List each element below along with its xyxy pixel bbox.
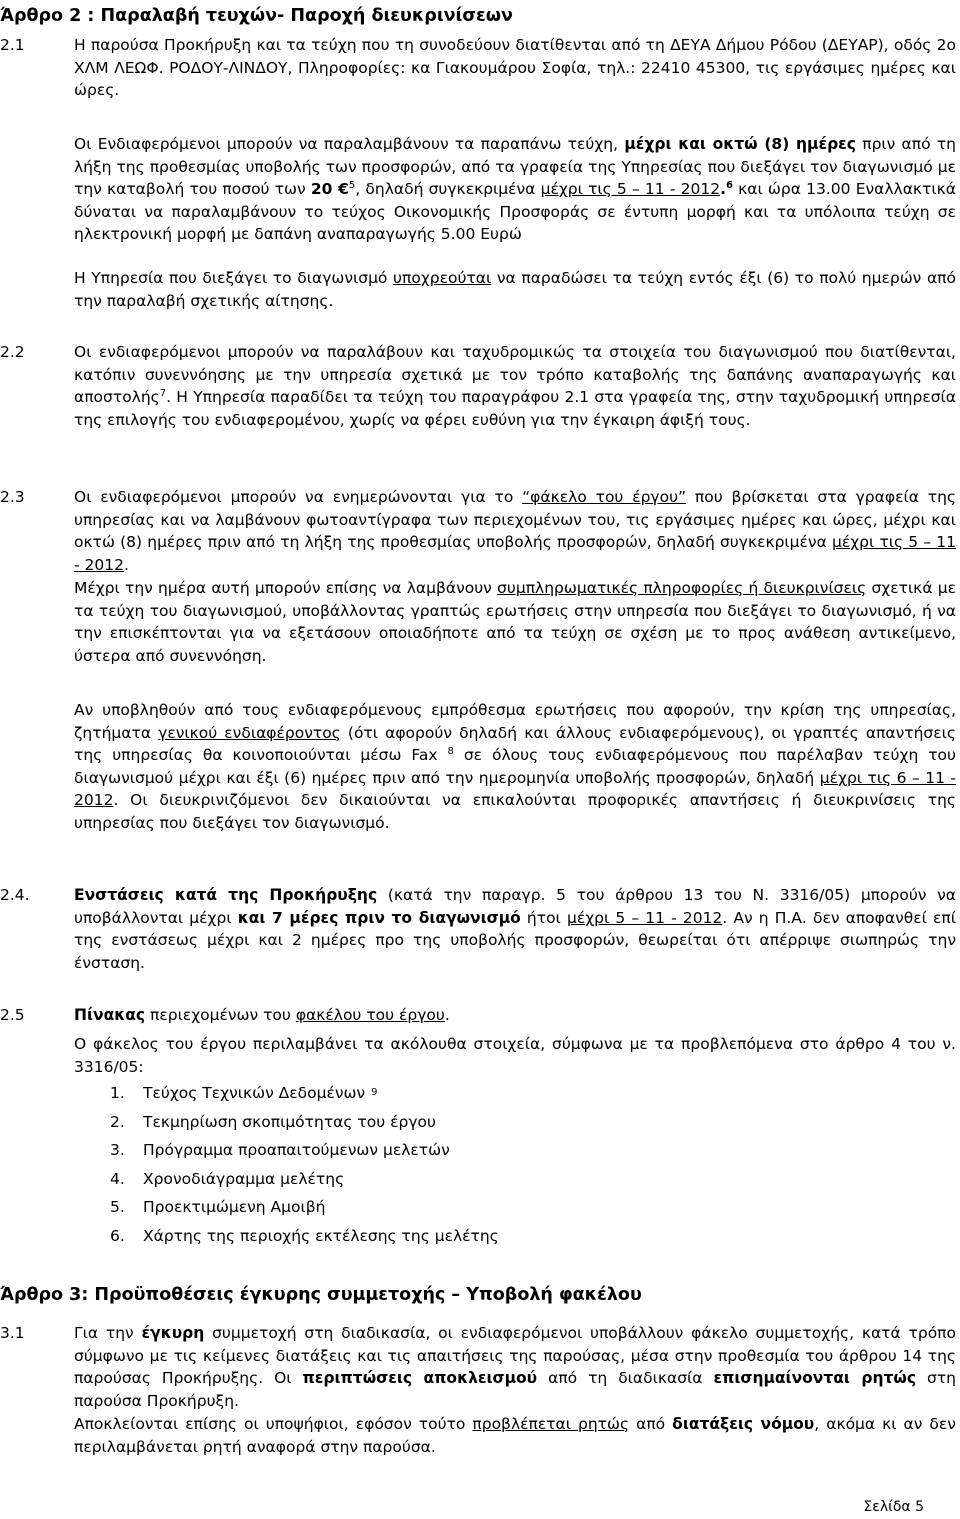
text: ήτοι <box>526 908 561 927</box>
section-3-1-para-1 <box>74 1322 956 1412</box>
item-number: 5. <box>110 1198 125 1216</box>
footnote-ref: 7 <box>159 387 167 399</box>
item-number: 2. <box>110 1112 125 1131</box>
section-3-1-para-2 <box>74 1413 956 1458</box>
text: σχετικά με τα τεύχη του διαγωνισμού, υποβάλλοντας γραπτώς ερωτήσεις στην υπηρεσία που διεξάγει το διαγωνισμό, ή να την επισκέπτονται για να εξετάσουν οποιαδήποτε από τα τεύχη σε σχέση με το προς ανάθεση αντικείμενο, ύστερα από συνεννόηση. <box>74 579 956 665</box>
underlined-text: φακέλου του έργου <box>295 1006 445 1024</box>
item-number: 3. <box>110 1141 125 1159</box>
text: στη παρούσα Προκήρυξη. <box>74 1369 956 1410</box>
item-text: Τεκμηρίωση σκοπιμότητας του έργου <box>143 1112 436 1131</box>
project-file-term: “φάκελο του έργου” <box>522 488 687 506</box>
list-item <box>110 1222 710 1251</box>
item-text: Πρόγραμμα προαπαιτούμενων μελετών <box>143 1141 450 1159</box>
text: Αν υποβληθούν από τους ενδιαφερόμενους εμπρόθεσμα ερωτήσεις που αφορούν, την κρίση της υπηρεσίας, ζητήματα <box>74 701 956 742</box>
text: από τη διαδικασία <box>548 1369 703 1387</box>
text: . <box>444 1006 450 1024</box>
underlined-text: προβλέπεται ρητώς <box>472 1415 630 1433</box>
text: Οι ενδιαφερόμενοι μπορούν να ενημερώνονται για το <box>74 488 514 506</box>
section-2-1-para-1: Η παρούσα Προκήρυξη και τα τεύχη που τη συνοδεύουν διατίθενται από τη ΔΕΥΑ Δήμου Ρόδου (ΔΕΥΑΡ), οδός 2ο ΧΛΜ ΛΕΩΦ. ΡΟΔΟΥ-ΛΙΝΔΟΥ, Πληροφορίες: κα Γιακουμάρου Σοφία, τηλ.: 22410 45300, τις εργάσιμες ημέρες και ώρες. <box>74 36 956 99</box>
text: . <box>720 180 726 198</box>
footnote-ref: 5 <box>348 179 356 191</box>
item-text: Προεκτιμώμενη Αμοιβή <box>143 1198 326 1216</box>
section-2-4 <box>74 884 956 974</box>
text: Αποκλείονται επίσης οι υποψήφιοι, εφόσον τούτο <box>74 1415 466 1433</box>
section-2-3-number: 2.3 <box>0 488 25 506</box>
bold-text: μέχρι και οκτώ (8) ημέρες <box>624 135 856 153</box>
list-item: 1. Τεύχος Τεχνικών Δεδομένων 9 <box>110 1079 710 1108</box>
section-2-1-para-3 <box>74 267 956 312</box>
bold-text: Πίνακας <box>74 1006 146 1024</box>
list-item <box>110 1165 710 1194</box>
section-2-3-para-2 <box>74 577 956 667</box>
section-2-1 <box>74 34 956 102</box>
deadline-date: μέχρι τις 6 – 11 - 2012 <box>74 768 956 809</box>
list-item <box>110 1108 710 1137</box>
text: πριν από τη λήξη της προθεσμίας υποβολής των προσφορών, από τα γραφεία της Υπηρεσίας που διεξάγει τον διαγωνισμό με την καταβολή του ποσού των <box>74 135 956 198</box>
text: να παραδώσει τα τεύχη εντός έξι (6) το πολύ ημερών από την παραλαβή σχετικής αίτησης. <box>74 269 956 310</box>
text: Μέχρι την ημέρα αυτή μπορούν επίσης να λαμβάνουν <box>74 579 492 597</box>
section-2-5-number: 2.5 <box>0 1006 25 1024</box>
text: Οι ενδιαφερόμενοι μπορούν να παραλάβουν και ταχυδρομικώς τα στοιχεία του διαγωνισμού που διατίθενται, κατόπιν συνεννόησης με την υπηρεσία σχετικά με τον τρόπο καταβολής της δαπάνης αναπαραγωγής και αποστολής <box>74 343 956 406</box>
section-3-1-number: 3.1 <box>0 1324 25 1342</box>
article-3-title: Άρθρο 3: Προϋποθέσεις έγκυρης συμμετοχής – Υποβολή φακέλου <box>0 1285 642 1305</box>
section-2-1-number: 2.1 <box>0 36 25 54</box>
amount: 20 € <box>310 180 349 198</box>
footnote-ref: 6 <box>725 179 733 191</box>
item-text: Τεύχος Τεχνικών Δεδομένων <box>143 1084 366 1102</box>
bold-text: Ενστάσεις κατά της Προκήρυξης <box>74 886 378 904</box>
footnote-ref: 8 <box>447 745 454 757</box>
section-2-1-para-2 <box>74 133 956 246</box>
text: από <box>636 1415 666 1433</box>
text: και ώρα 13.00 Εναλλακτικά δύναται να παραλαμβάνουν το τεύχος Οικονομικής Προσφοράς σε έντυπη μορφή και τα υπόλοιπα τεύχη σε ηλεκτρονική μορφή με δαπάνη αναπαραγωγής 5.00 Ευρώ <box>74 180 956 243</box>
underlined-text: γενικού ενδιαφέροντος <box>158 723 341 742</box>
section-2-5-intro <box>74 1033 956 1078</box>
section-2-5-heading <box>74 1004 956 1027</box>
section-2-2 <box>74 341 956 431</box>
list-item <box>110 1136 710 1165</box>
item-number: 4. <box>110 1169 125 1188</box>
list-item <box>110 1193 710 1222</box>
page-number: Σελίδα 5 <box>863 1499 924 1515</box>
section-2-4-number: 2.4. <box>0 886 30 904</box>
text: (κατά την παραγρ. 5 του άρθρου 13 του Ν. 3316/05) μπορούν να υποβάλλονται μέχρι <box>74 886 956 927</box>
section-2-2-number: 2.2 <box>0 343 25 361</box>
section-2-3-para-3 <box>74 699 956 834</box>
text: . Αν η Π.Α. δεν αποφανθεί επί της ενστάσεως μέχρι και 2 ημέρες προ της υποβολής προσφορών, θεωρείται ότι απέρριψε σιωπηρώς την ένσταση. <box>74 908 956 972</box>
bold-text: επισημαίνονται ρητώς <box>713 1369 917 1387</box>
underlined-text: υποχρεούται <box>393 269 492 287</box>
text: σε όλους τους ενδιαφερόμενους που παρέλαβαν τεύχη του διαγωνισμού μέχρι και έξι (6) ημέρες πριν από την ημερομηνία υποβολής προσφορών, δηλαδή <box>74 746 957 787</box>
text: (ότι αφορούν δηλαδή και άλλους ενδιαφερόμενους), οι γραπτές απαντήσεις της υπηρεσίας θα κοινοποιούνται μέσω Fax <box>74 723 956 764</box>
item-number: 1. <box>110 1084 125 1102</box>
text: . <box>123 555 129 574</box>
deadline-date: μέχρι τις 5 – 11 - 2012 <box>74 533 956 574</box>
text: περιεχομένων του <box>150 1006 291 1024</box>
text: Η Υπηρεσία που διεξάγει το διαγωνισμό <box>74 269 388 287</box>
text: συμμετοχή στη διαδικασία, οι ενδιαφερόμενοι υποβάλλουν φάκελο συμμετοχής, κατά τρόπο σύμφωνο με τις κείμενες διατάξεις και τις απαιτήσεις της παρούσας, μέσα στην προθεσμία του άρθρου 14 της παρούσας Προκήρυξης. Οι <box>74 1324 956 1387</box>
bold-text: και 7 μέρες πριν το διαγωνισμό <box>237 908 521 927</box>
text: , ακόμα κι αν δεν περιλαμβάνεται ρητή αναφορά στην παρούσα. <box>74 1415 956 1456</box>
article-2-title: Άρθρο 2 : Παραλαβή τευχών- Παροχή διευκρινίσεων <box>0 6 513 26</box>
item-text: Χάρτης της περιοχής εκτέλεσης της μελέτης <box>143 1226 499 1245</box>
text: . Οι διευκρινιζόμενοι δεν δικαιούνται να επικαλούνται προφορικές απαντήσεις ή διευκρινίσεις της υπηρεσίας που διεξάγει τον διαγωνισμό. <box>74 791 956 832</box>
text: . Η Υπηρεσία παραδίδει τα τεύχη του παραγράφου 2.1 στα γραφεία της, στην ταχυδρομική υπηρεσία της επιλογής του ενδιαφερομένου, χωρίς να φέρει ευθύνη για την έγκαιρη άφιξή τους. <box>74 388 956 429</box>
text: Ο φάκελος του έργου περιλαμβάνει τα ακόλουθα στοιχεία, σύμφωνα με τα προβλεπόμενα στο άρθρο 4 του ν. 3316/05: <box>74 1035 956 1076</box>
text: Οι Ενδιαφερόμενοι μπορούν να παραλαμβάνουν τα παραπάνω τεύχη, <box>74 135 619 153</box>
item-text: Χρονοδιάγραμμα μελέτης <box>143 1169 345 1188</box>
bold-text: διατάξεις νόμου <box>672 1415 815 1433</box>
contents-list <box>110 1079 710 1250</box>
deadline-date: μέχρι 5 – 11 - 2012 <box>566 908 723 927</box>
text: που βρίσκεται στα γραφεία της υπηρεσίας και να λαμβάνουν φωτοαντίγραφα των περιεχομένων του, τις εργάσιμες ημέρες και ώρες, μέχρι και οκτώ (8) ημέρες πριν από τη λήξη της προθεσμίας υποβολής προσφορών, δηλαδή συγκεκριμένα <box>74 488 956 551</box>
item-number: 6. <box>110 1226 125 1245</box>
bold-text: έγκυρη <box>141 1324 205 1342</box>
bold-text: περιπτώσεις αποκλεισμού <box>302 1369 538 1387</box>
section-2-3-para-1 <box>74 486 956 576</box>
underlined-text: συμπληρωματικές πληροφορίες ή διευκρινίσεις <box>497 579 867 597</box>
text: , δηλαδή συγκεκριμένα <box>355 180 536 198</box>
deadline-date: μέχρι τις 5 – 11 - 2012 <box>540 180 721 198</box>
text: Για την <box>74 1324 134 1342</box>
